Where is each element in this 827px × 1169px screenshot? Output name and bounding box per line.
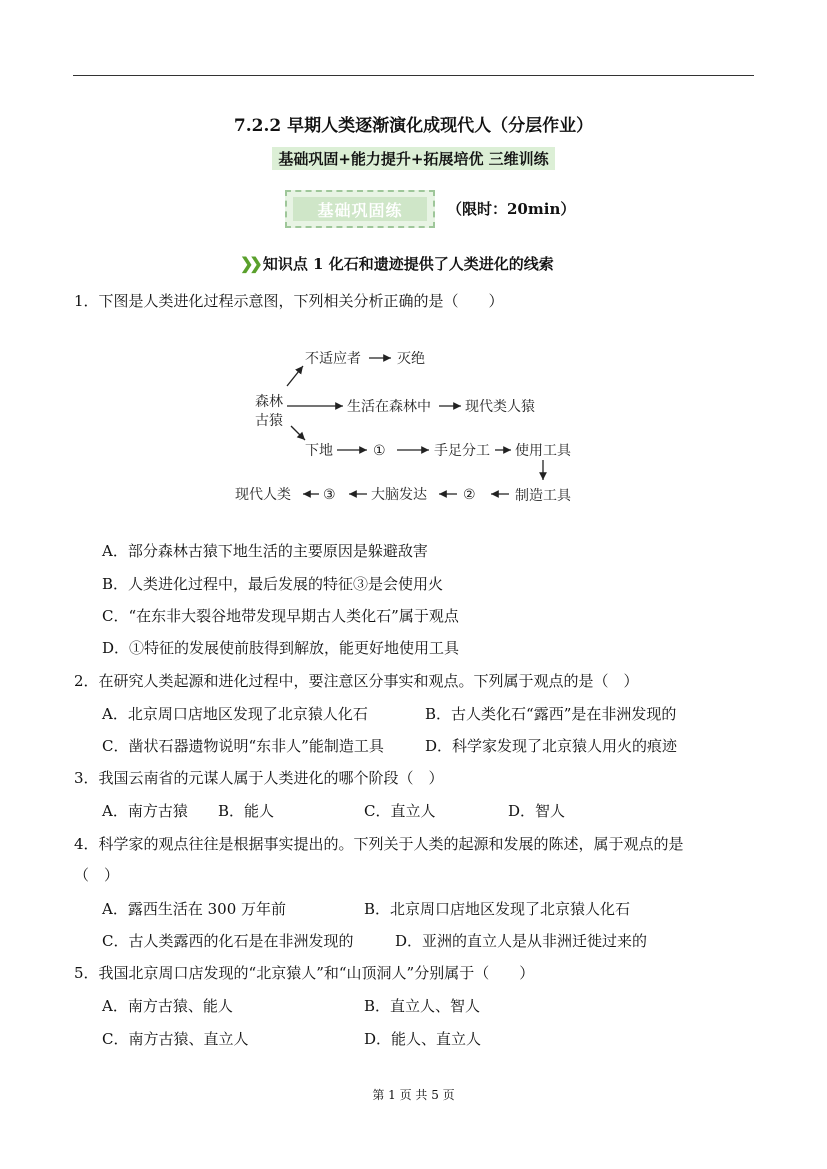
modern-ape-label: 现代类人猿 (465, 399, 535, 415)
q2-option-b[interactable]: B．古人类化石“露西”是在非洲发现的 (425, 705, 677, 723)
evolution-diagram (225, 340, 585, 520)
q1-option-c[interactable]: C．“在东非大裂谷地带发现早期古人类化石”属于观点 (102, 607, 459, 625)
subtitle-wrap (0, 147, 827, 170)
n1-label: ① (373, 443, 386, 459)
n2-label: ② (463, 487, 476, 503)
make-tool-label: 制造工具 (515, 488, 571, 504)
question-3-stem: 3．我国云南省的元谋人属于人类进化的哪个阶段（ ） (74, 769, 444, 787)
q3-option-b[interactable]: B．能人 (218, 802, 275, 820)
q4-option-c[interactable]: C．古人类露西的化石是在非洲发现的 (102, 932, 354, 950)
ground-label: 下地 (305, 443, 333, 459)
section-badge-label: 基础巩固练 (293, 197, 427, 221)
q3-option-d[interactable]: D．智人 (508, 802, 566, 820)
modern-human-label: 现代人类 (235, 487, 291, 503)
forest-ape-label-1: 森林 (255, 394, 283, 410)
q1-option-d[interactable]: D．①特征的发展使前肢得到解放，能更好地使用工具 (102, 639, 460, 657)
question-1-stem: 1．下图是人类进化过程示意图，下列相关分析正确的是（ ） (74, 292, 504, 310)
arrow-to-unfit (287, 366, 303, 386)
page-footer: 第 1 页 共 5 页 (372, 1088, 455, 1102)
q4-option-a[interactable]: A．露西生活在 300 万年前 (102, 900, 286, 918)
q3-option-a[interactable]: A．南方古猿 (102, 802, 188, 820)
n3-label: ③ (323, 487, 336, 503)
page-title: 7.2.2 早期人类逐渐演化成现代人（分层作业） (233, 116, 594, 136)
time-limit: （限时：20min） (447, 200, 576, 218)
double-chevron-icon: ❯❯ (240, 254, 259, 273)
q2-option-a[interactable]: A．北京周口店地区发现了北京猿人化石 (102, 705, 368, 723)
hand-foot-label: 手足分工 (434, 443, 490, 459)
question-2-stem: 2．在研究人类起源和进化过程中，要注意区分事实和观点。下列属于观点的是（ ） (74, 672, 639, 690)
q5-option-c[interactable]: C．南方古猿、直立人 (102, 1030, 249, 1048)
q3-option-c[interactable]: C．直立人 (364, 802, 436, 820)
q2-option-d[interactable]: D．科学家发现了北京猿人用火的痕迹 (425, 737, 678, 755)
q1-option-a[interactable]: A．部分森林古猿下地生活的主要原因是躲避敌害 (102, 542, 428, 560)
header-rule (73, 75, 754, 76)
section-badge (285, 190, 435, 228)
arrow-to-ground (291, 426, 305, 440)
knowledge-point-label: 知识点 1 化石和遗迹提供了人类进化的线索 (262, 255, 554, 273)
q2-option-c[interactable]: C．凿状石器遗物说明“东非人”能制造工具 (102, 737, 384, 755)
q5-option-a[interactable]: A．南方古猿、能人 (102, 997, 233, 1015)
q4-option-b[interactable]: B．北京周口店地区发现了北京猿人化石 (364, 900, 631, 918)
live-forest-label: 生活在森林中 (347, 399, 431, 415)
extinct-label: 灭绝 (397, 351, 425, 367)
q4-option-d[interactable]: D．亚洲的直立人是从非洲迁徙过来的 (395, 932, 648, 950)
unfit-label: 不适应者 (305, 351, 361, 367)
forest-ape-label-2: 古猿 (255, 413, 283, 429)
q1-option-b[interactable]: B．人类进化过程中，最后发展的特征③是会使用火 (102, 575, 444, 593)
use-tool-label: 使用工具 (515, 443, 571, 459)
question-4-stem-paren: （ ） (74, 866, 120, 884)
knowledge-point-heading (240, 253, 554, 274)
brain-label: 大脑发达 (371, 487, 427, 503)
q5-option-b[interactable]: B．直立人、智人 (364, 997, 481, 1015)
page-subtitle: 基础巩固+能力提升+拓展培优 三维训练 (272, 147, 554, 170)
q5-option-d[interactable]: D．能人、直立人 (364, 1030, 482, 1048)
question-5-stem: 5．我国北京周口店发现的“北京猿人”和“山顶洞人”分别属于（ ） (74, 964, 535, 982)
question-4-stem: 4．科学家的观点往往是根据事实提出的。下列关于人类的起源和发展的陈述，属于观点的是 (74, 835, 684, 853)
